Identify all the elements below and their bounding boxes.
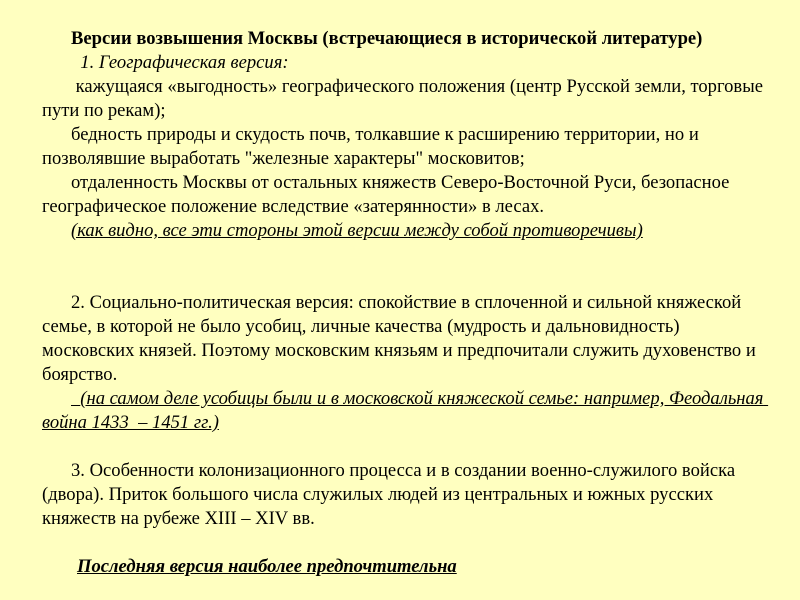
version-1-point-2: бедность природы и скудость почв, толкавшие к расширению территории, но и позволявшие выработать "железные характеры" московитов;: [42, 124, 699, 169]
version-2-note: (на самом деле усобицы были и в московской княжеской семье: например, Феодальная война 1433 – 1451 гг.): [42, 388, 769, 433]
version-1-point-3: отдаленность Москвы от остальных княжеств Северо-Восточной Руси, безопасное географическое положение вследствие «затерянности» в лесах.: [42, 172, 730, 217]
version-1-point-1: кажущаяся «выгодность» географического положения (центр Русской земли, торговые пути по рекам);: [42, 76, 768, 121]
conclusion: Последняя версия наиболее предпочтительна: [77, 556, 457, 577]
version-1-note: (как видно, все эти стороны этой версии между собой противоречивы): [71, 220, 643, 241]
version-2-text: 2. Социально-политическая версия: спокойствие в сплоченной и сильной княжеской семье, в которой не было усобиц, личные качества (мудрость и дальновидность) московских князей. Поэтому московским князьям и предпочитали служить духовенство и боярство.: [42, 292, 756, 385]
version-3-text: 3. Особенности колонизационного процесса и в создании военно-служилого войска (двора). Приток большого числа служилых людей из центральных и южных русских княжеств на рубеже XIII – XIV вв.: [42, 460, 736, 529]
version-1-heading: 1. Географическая версия:: [71, 52, 289, 73]
slide-title: Версии возвышения Москвы (встречающиеся в исторической литературе): [71, 28, 703, 49]
